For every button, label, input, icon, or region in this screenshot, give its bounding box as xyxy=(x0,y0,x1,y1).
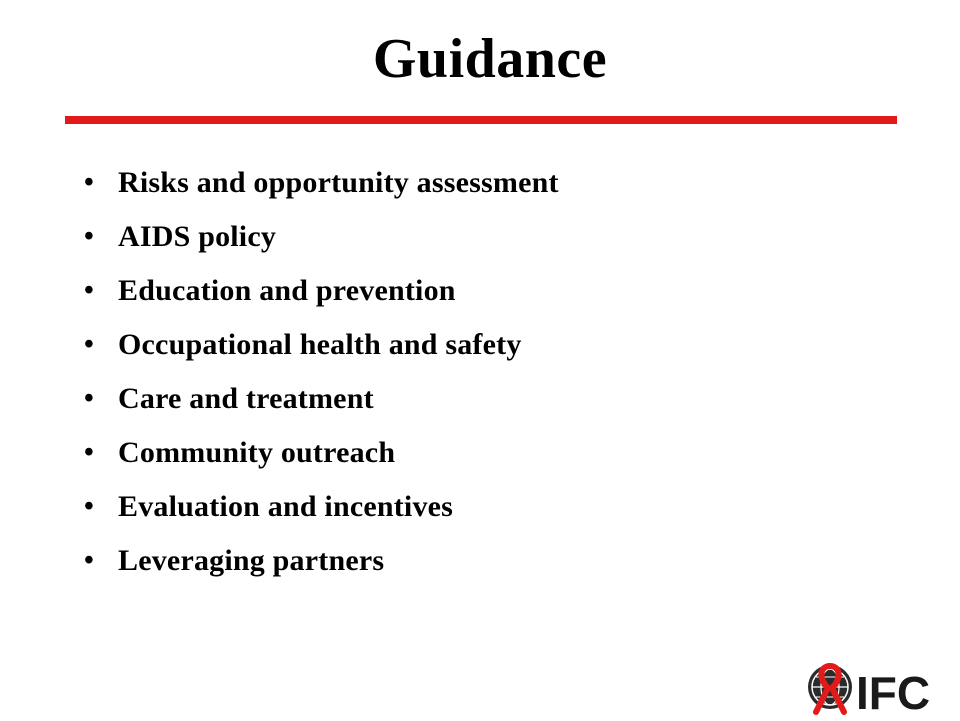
logo-text: IFC xyxy=(856,667,931,716)
bullet-text: Evaluation and incentives xyxy=(118,490,454,523)
bullet-item xyxy=(84,210,559,264)
bullet-dot: • xyxy=(84,167,94,198)
bullet-item xyxy=(84,318,559,372)
red-ribbon-globe-icon xyxy=(806,658,938,716)
bullet-item xyxy=(84,534,559,588)
bullet-text: Leveraging partners xyxy=(118,544,385,577)
bullet-dot: • xyxy=(84,221,94,252)
bullet-dot: • xyxy=(84,491,94,522)
ifc-logo xyxy=(806,658,938,716)
bullet-dot: • xyxy=(84,437,94,468)
bullet-item xyxy=(84,372,559,426)
bullet-text: AIDS policy xyxy=(118,220,277,253)
bullet-text: Education and prevention xyxy=(118,274,456,307)
bullet-list xyxy=(84,156,559,588)
slide-title: Guidance xyxy=(372,28,608,90)
bullet-dot: • xyxy=(84,275,94,306)
bullet-dot: • xyxy=(84,545,94,576)
bullet-text: Occupational health and safety xyxy=(118,328,522,361)
bullet-dot: • xyxy=(84,329,94,360)
bullet-text: Care and treatment xyxy=(118,382,374,415)
bullet-dot: • xyxy=(84,383,94,414)
bullet-item xyxy=(84,156,559,210)
bullet-item xyxy=(84,264,559,318)
bullet-text: Risks and opportunity assessment xyxy=(118,166,559,199)
bullet-text: Community outreach xyxy=(118,436,396,469)
title-divider xyxy=(65,116,897,124)
bullet-item xyxy=(84,426,559,480)
bullet-item xyxy=(84,480,559,534)
